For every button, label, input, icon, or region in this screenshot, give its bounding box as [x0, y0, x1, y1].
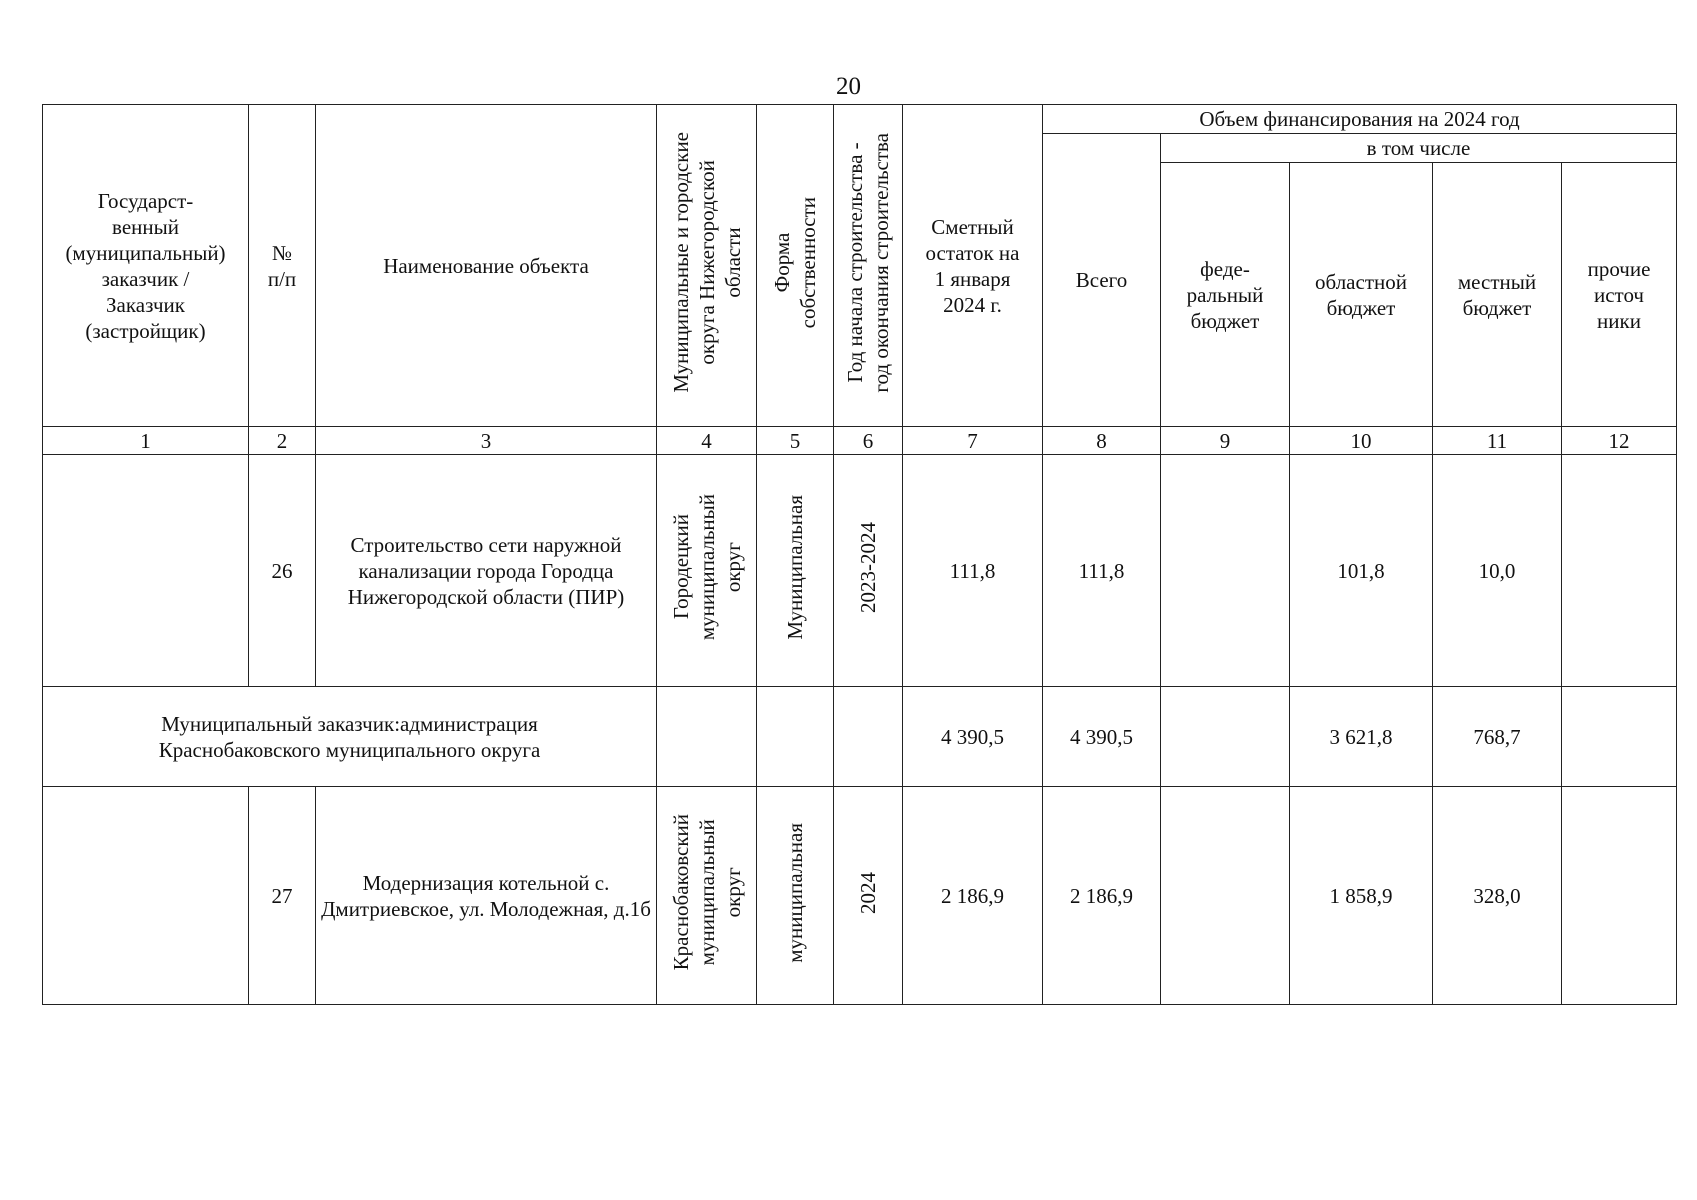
ownership-cell [757, 455, 834, 687]
local-value: 768,7 [1433, 687, 1562, 787]
federal-value [1161, 455, 1290, 687]
column-number: 11 [1433, 427, 1562, 455]
column-number: 2 [249, 427, 316, 455]
district: Краснобаковский муниципальный округ [668, 814, 745, 971]
header-district: Муниципальные и городские округа Нижегородской области [668, 132, 745, 393]
ownership-cell [757, 687, 834, 787]
ownership-cell [757, 787, 834, 1005]
total-value: 2 186,9 [1043, 787, 1161, 1005]
column-number: 12 [1562, 427, 1677, 455]
years-cell [834, 687, 903, 787]
regional-value: 1 858,9 [1290, 787, 1433, 1005]
row-number: 27 [249, 787, 316, 1005]
page-number: 20 [836, 73, 861, 100]
local-value: 328,0 [1433, 787, 1562, 1005]
federal-value [1161, 787, 1290, 1005]
object-name: Строительство сети наружной канализации города Городца Нижегородской области (ПИР) [316, 455, 657, 687]
customer-cell [43, 787, 249, 1005]
total-value: 4 390,5 [1043, 687, 1161, 787]
column-number: 1 [43, 427, 249, 455]
estimate-value: 4 390,5 [903, 687, 1043, 787]
header-total: Всего [1043, 134, 1161, 427]
local-value: 10,0 [1433, 455, 1562, 687]
header-ownership-cell [757, 105, 834, 427]
other-value [1562, 687, 1677, 787]
header-object-name: Наименование объекта [316, 105, 657, 427]
header-local: местный бюджет [1433, 163, 1562, 427]
column-number: 5 [757, 427, 834, 455]
column-number: 7 [903, 427, 1043, 455]
header-regional: областной бюджет [1290, 163, 1433, 427]
district-cell [657, 687, 757, 787]
estimate-value: 2 186,9 [903, 787, 1043, 1005]
customer-cell [43, 455, 249, 687]
investment-table [42, 104, 1677, 1005]
municipal-customer: Муниципальный заказчик:администрация Краснобаковского муниципального округа [43, 687, 657, 787]
column-number: 4 [657, 427, 757, 455]
header-years-cell [834, 105, 903, 427]
table-row [43, 787, 1677, 1005]
table-row [43, 687, 1677, 787]
header-including: в том числе [1161, 134, 1677, 163]
object-name: Модернизация котельной с. Дмитриевское, ул. Молодежная, д.1б [316, 787, 657, 1005]
header-federal: феде- ральный бюджет [1161, 163, 1290, 427]
other-value [1562, 787, 1677, 1005]
column-number: 6 [834, 427, 903, 455]
ownership: Муниципальная [783, 495, 807, 640]
column-number: 9 [1161, 427, 1290, 455]
header-funding-title: Объем финансирования на 2024 год [1043, 105, 1677, 134]
header-other: прочие источ ники [1562, 163, 1677, 427]
years-cell [834, 455, 903, 687]
years: 2023-2024 [856, 522, 880, 613]
row-number: 26 [249, 455, 316, 687]
regional-value: 101,8 [1290, 455, 1433, 687]
header-customer: Государст- венный (муниципальный) заказчик / Заказчик (застройщик) [43, 105, 249, 427]
district-cell [657, 455, 757, 687]
years-cell [834, 787, 903, 1005]
header-district-cell [657, 105, 757, 427]
header-estimate: Сметный остаток на 1 января 2024 г. [903, 105, 1043, 427]
federal-value [1161, 687, 1290, 787]
ownership: муниципальная [783, 822, 807, 963]
column-number: 10 [1290, 427, 1433, 455]
other-value [1562, 455, 1677, 687]
header-ownership: Форма собственности [770, 196, 820, 329]
estimate-value: 111,8 [903, 455, 1043, 687]
years: 2024 [856, 871, 880, 914]
column-number: 8 [1043, 427, 1161, 455]
header-years: Год начала строительства - год окончания строительства [843, 132, 893, 393]
regional-value: 3 621,8 [1290, 687, 1433, 787]
table-row [43, 455, 1677, 687]
district: Городецкий муниципальный округ [668, 494, 745, 641]
total-value: 111,8 [1043, 455, 1161, 687]
district-cell [657, 787, 757, 1005]
header-number: № п/п [249, 105, 316, 427]
column-number: 3 [316, 427, 657, 455]
